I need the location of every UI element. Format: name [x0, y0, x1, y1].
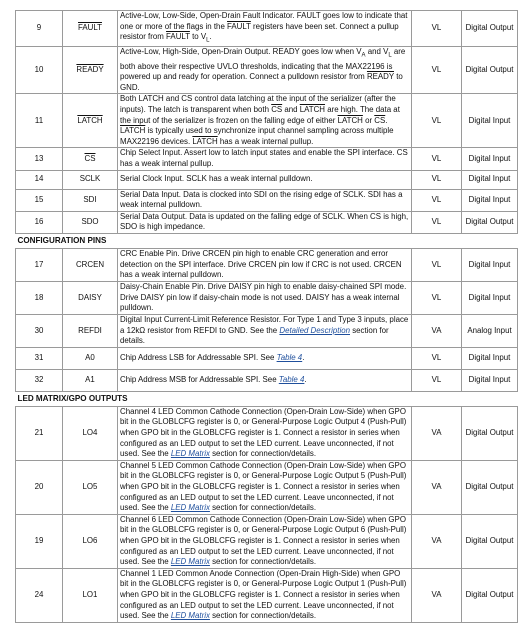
- pin-function: Channel 5 LED Common Cathode Connection (Open-Drain Low-Side) when GPO bit in the GLOBLCFG register is 0, or General-Purpose Logic Output 5 (Push-Pull) when GPO bit in the GLOBLCFG register is 1. Connect a resistor in series when configured as an LED output to set the LED current. Leave unconnected, if not used. See the LED Matrix section for connection/details.: [118, 460, 412, 514]
- pin-type: Digital Input: [462, 248, 518, 281]
- pin-function: CRC Enable Pin. Drive CRCEN pin high to enable CRC generation and error detection on the SPI interface. Drive CRCEN pin low if CRC is not used. CRCEN has a weak internal pulldown.: [118, 248, 412, 281]
- pin-function: Daisy-Chain Enable Pin. Drive DAISY pin high to enable daisy-chained SPI mode. Drive DAISY pin low if daisy-chain mode is not used. DAISY has a weak internal pulldown.: [118, 281, 412, 314]
- pin-function: Both LATCH and $\overline{CS}$ control data latching at the input of the serializer (after the inputs). The latch is transparent when both $\overline{CS}$ and LATCH are high. The data at the input of the serializer is frozen on the falling edge of either LATCH or $\overline{CS}$. LATCH is typically used to synchronize input channel sampling across multiple MAX22196 devices. LATCH has a weak internal pullup.: [118, 94, 412, 148]
- pin-supply: VL: [412, 281, 462, 314]
- pin-number: 30: [16, 314, 63, 347]
- pin-type: Digital Output: [462, 568, 518, 622]
- pin-row: [16, 94, 518, 148]
- pin-row: [16, 460, 518, 514]
- cross-reference-link[interactable]: LED Matrix: [170, 503, 210, 513]
- pin-type: Digital Output: [462, 211, 518, 233]
- pin-description-table: [15, 10, 518, 623]
- pin-supply: VL: [412, 347, 462, 369]
- pin-number: 15: [16, 189, 63, 211]
- pin-function: Serial Data Input. Data is clocked into SDI on the rising edge of SCLK. SDI has a weak internal pulldown.: [118, 189, 412, 211]
- pin-function: Channel 4 LED Common Cathode Connection (Open-Drain Low-Side) when GPO bit in the GLOBLCFG register is 0, or General-Purpose Logic Output 4 (Push-Pull) when GPO bit in the GLOBLCFG register is 1. Connect a resistor in series when configured as an LED output to set the LED current. Leave unconnected, if not used. See the LED Matrix section for connection/details.: [118, 406, 412, 460]
- pin-name: A1: [63, 369, 118, 391]
- pin-function: Channel 1 LED Common Anode Connection (Open-Drain High-Side) when GPO bit in the GLOBLCFG register is 0, or General-Purpose Logic Output 1 (Push-Pull) when GPO bit in the GLOBLCFG register is 1. Connect a resistor in series when configured as an LED output to set the LED current. Leave unconnected, if not used. See the LED Matrix section for connection/details.: [118, 568, 412, 622]
- section-header: LED MATRIX/GPO OUTPUTS: [16, 391, 518, 406]
- pin-number: 13: [16, 148, 63, 170]
- pin-name: REFDI: [63, 314, 118, 347]
- pin-supply: VL: [412, 189, 462, 211]
- pin-type: Digital Input: [462, 94, 518, 148]
- pin-type: Digital Output: [462, 11, 518, 47]
- pin-supply: VL: [412, 11, 462, 47]
- pin-supply: VA: [412, 406, 462, 460]
- cross-reference-link[interactable]: LED Matrix: [170, 449, 210, 459]
- pin-supply: VL: [412, 369, 462, 391]
- pin-row: [16, 314, 518, 347]
- pin-number: 16: [16, 211, 63, 233]
- pin-supply: VL: [412, 47, 462, 94]
- cross-reference-link[interactable]: Table 4: [278, 375, 305, 385]
- pin-number: 17: [16, 248, 63, 281]
- pin-function: Serial Data Output. Data is updated on the falling edge of SCLK. When $\overline{CS}$ is high, SDO is high impedance.: [118, 211, 412, 233]
- pin-supply: VL: [412, 211, 462, 233]
- pin-supply: VL: [412, 94, 462, 148]
- pin-name: LO1: [63, 568, 118, 622]
- pin-row: [16, 406, 518, 460]
- pin-number: 9: [16, 11, 63, 47]
- pin-supply: VL: [412, 248, 462, 281]
- cross-reference-link[interactable]: Table 4: [276, 353, 303, 363]
- pin-type: Digital Output: [462, 514, 518, 568]
- pin-type: Digital Output: [462, 47, 518, 94]
- pin-supply: VA: [412, 568, 462, 622]
- pin-name: SCLK: [63, 170, 118, 189]
- pin-name: LO5: [63, 460, 118, 514]
- section-header: CONFIGURATION PINS: [16, 233, 518, 248]
- pin-type: Digital Input: [462, 170, 518, 189]
- pin-row: [16, 369, 518, 391]
- section-header-row: [16, 233, 518, 248]
- pin-number: 32: [16, 369, 63, 391]
- pin-function: Channel 6 LED Common Cathode Connection (Open-Drain Low-Side) when GPO bit in the GLOBLCFG register is 0, or General-Purpose Logic Output 6 (Push-Pull) when GPO bit in the GLOBLCFG register is 1. Connect a resistor in series when configured as an LED output to set the LED current. Leave unconnected, if not used. See the LED Matrix section for connection/details.: [118, 514, 412, 568]
- pin-type: Digital Input: [462, 189, 518, 211]
- cross-reference-link[interactable]: LED Matrix: [170, 557, 210, 567]
- cross-reference-link[interactable]: LED Matrix: [170, 611, 210, 621]
- pin-supply: VL: [412, 148, 462, 170]
- pin-supply: VL: [412, 170, 462, 189]
- pin-name: LO4: [63, 406, 118, 460]
- pin-row: [16, 514, 518, 568]
- pin-function: Active-Low, Low-Side, Open-Drain Fault Indicator. FAULT goes low to indicate that one or more of the flags in the FAULT registers have been set. Connect a pullup resistor from FAULT to $V_L$.: [118, 11, 412, 47]
- pin-description-table-region: [15, 10, 517, 623]
- pin-function: Digital Input Current-Limit Reference Resistor. For Type 1 and Type 3 inputs, place a 12kΩ resistor from REFDI to GND. See the Detailed Description section for details.: [118, 314, 412, 347]
- pin-type: Digital Output: [462, 406, 518, 460]
- pin-row: [16, 248, 518, 281]
- pin-type: Analog Input: [462, 314, 518, 347]
- pin-function: Serial Clock Input. SCLK has a weak internal pulldown.: [118, 170, 412, 189]
- pin-number: 21: [16, 406, 63, 460]
- pin-name: LO6: [63, 514, 118, 568]
- cross-reference-link[interactable]: Detailed Description: [279, 325, 351, 335]
- pin-row: [16, 568, 518, 622]
- pin-number: 18: [16, 281, 63, 314]
- pin-number: 20: [16, 460, 63, 514]
- pin-type: Digital Input: [462, 347, 518, 369]
- pin-function: Chip Address LSB for Addressable SPI. See Table 4.: [118, 347, 412, 369]
- pin-name: DAISY: [63, 281, 118, 314]
- pin-row: [16, 148, 518, 170]
- pin-number: 19: [16, 514, 63, 568]
- pin-number: 24: [16, 568, 63, 622]
- pin-row: [16, 47, 518, 94]
- pin-type: Digital Input: [462, 369, 518, 391]
- pin-name: LATCH: [63, 94, 118, 148]
- pin-number: 31: [16, 347, 63, 369]
- pin-number: 14: [16, 170, 63, 189]
- pin-row: [16, 170, 518, 189]
- pin-name: READY: [63, 47, 118, 94]
- pin-name: $\overline{CS}$: [63, 148, 118, 170]
- pin-name: A0: [63, 347, 118, 369]
- pin-row: [16, 211, 518, 233]
- pin-name: SDO: [63, 211, 118, 233]
- pin-row: [16, 189, 518, 211]
- pin-number: 10: [16, 47, 63, 94]
- pin-type: Digital Output: [462, 460, 518, 514]
- pin-type: Digital Input: [462, 148, 518, 170]
- pin-number: 11: [16, 94, 63, 148]
- pin-row: [16, 347, 518, 369]
- pin-supply: VA: [412, 514, 462, 568]
- pin-supply: VA: [412, 460, 462, 514]
- pin-name: SDI: [63, 189, 118, 211]
- pin-type: Digital Input: [462, 281, 518, 314]
- pin-row: [16, 11, 518, 47]
- pin-function: Active-Low, High-Side, Open-Drain Output. READY goes low when $V_A$ and $V_L$ are both above their respective UVLO thresholds, indicating that the MAX22196 is powered up and ready for operation. Connect a pulldown resistor from READY to GND.: [118, 47, 412, 94]
- pin-supply: VA: [412, 314, 462, 347]
- pin-name: FAULT: [63, 11, 118, 47]
- pin-function: Chip Select Input. Assert low to latch input states and enable the SPI interface. $\overline{CS}$ has a weak internal pullup.: [118, 148, 412, 170]
- pin-row: [16, 281, 518, 314]
- pin-name: CRCEN: [63, 248, 118, 281]
- pin-function: Chip Address MSB for Addressable SPI. See Table 4.: [118, 369, 412, 391]
- section-header-row: [16, 391, 518, 406]
